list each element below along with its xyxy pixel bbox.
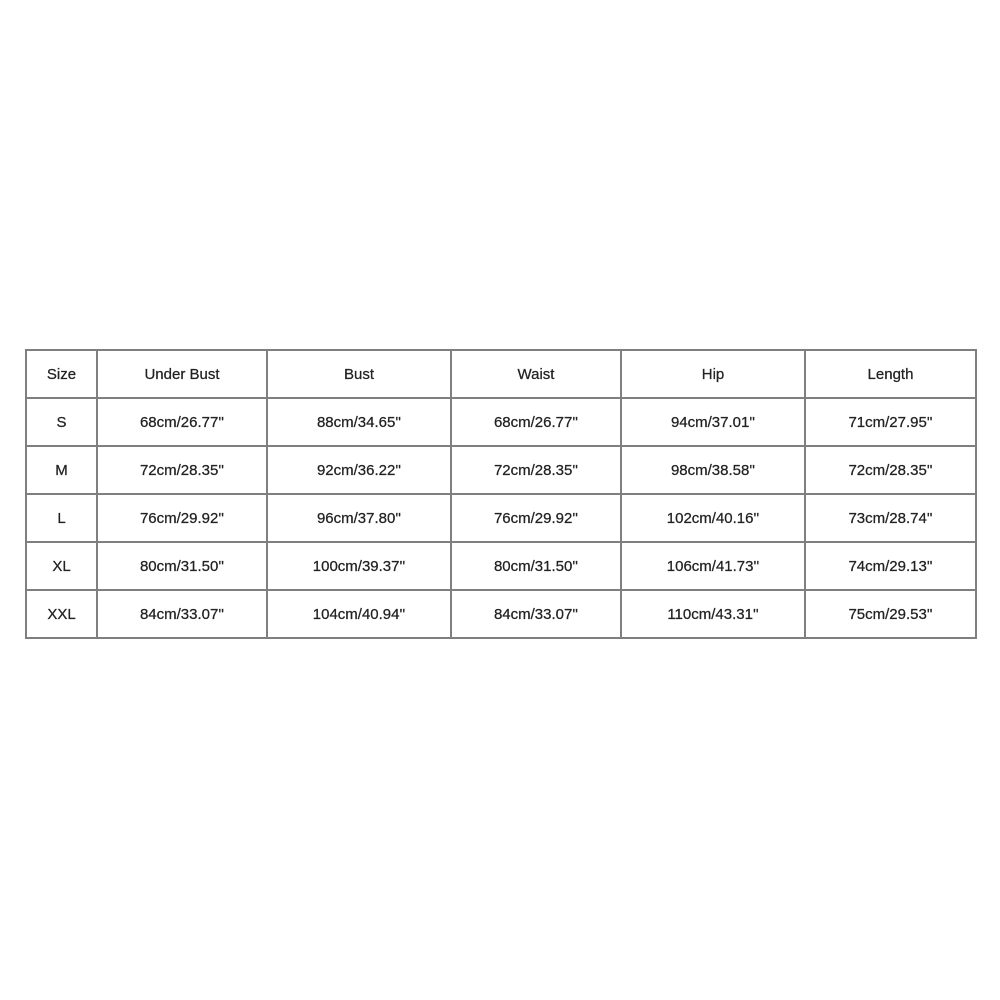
table-row	[26, 542, 976, 590]
header-waist: Waist	[451, 350, 621, 398]
under-bust-cell: 76cm/29.92''	[97, 494, 267, 542]
header-length: Length	[805, 350, 976, 398]
hip-cell: 98cm/38.58''	[621, 446, 805, 494]
waist-cell: 80cm/31.50''	[451, 542, 621, 590]
header-under-bust: Under Bust	[97, 350, 267, 398]
waist-cell: 68cm/26.77''	[451, 398, 621, 446]
length-cell: 73cm/28.74''	[805, 494, 976, 542]
size-chart-table	[25, 349, 977, 639]
hip-cell: 94cm/37.01''	[621, 398, 805, 446]
waist-cell: 84cm/33.07''	[451, 590, 621, 638]
table-row	[26, 494, 976, 542]
under-bust-cell: 72cm/28.35''	[97, 446, 267, 494]
table-row	[26, 590, 976, 638]
table-row	[26, 446, 976, 494]
under-bust-cell: 84cm/33.07''	[97, 590, 267, 638]
size-cell: M	[26, 446, 97, 494]
bust-cell: 92cm/36.22''	[267, 446, 451, 494]
length-cell: 71cm/27.95''	[805, 398, 976, 446]
length-cell: 72cm/28.35''	[805, 446, 976, 494]
table-row	[26, 398, 976, 446]
bust-cell: 100cm/39.37''	[267, 542, 451, 590]
size-chart-header	[26, 350, 976, 398]
hip-cell: 110cm/43.31''	[621, 590, 805, 638]
size-cell: L	[26, 494, 97, 542]
under-bust-cell: 80cm/31.50''	[97, 542, 267, 590]
length-cell: 75cm/29.53''	[805, 590, 976, 638]
size-cell: XL	[26, 542, 97, 590]
header-row	[26, 350, 976, 398]
waist-cell: 76cm/29.92''	[451, 494, 621, 542]
length-cell: 74cm/29.13''	[805, 542, 976, 590]
header-bust: Bust	[267, 350, 451, 398]
size-cell: XXL	[26, 590, 97, 638]
header-hip: Hip	[621, 350, 805, 398]
waist-cell: 72cm/28.35''	[451, 446, 621, 494]
hip-cell: 106cm/41.73''	[621, 542, 805, 590]
bust-cell: 88cm/34.65''	[267, 398, 451, 446]
hip-cell: 102cm/40.16''	[621, 494, 805, 542]
bust-cell: 96cm/37.80''	[267, 494, 451, 542]
size-chart-body	[26, 398, 976, 638]
under-bust-cell: 68cm/26.77''	[97, 398, 267, 446]
bust-cell: 104cm/40.94''	[267, 590, 451, 638]
header-size: Size	[26, 350, 97, 398]
size-cell: S	[26, 398, 97, 446]
